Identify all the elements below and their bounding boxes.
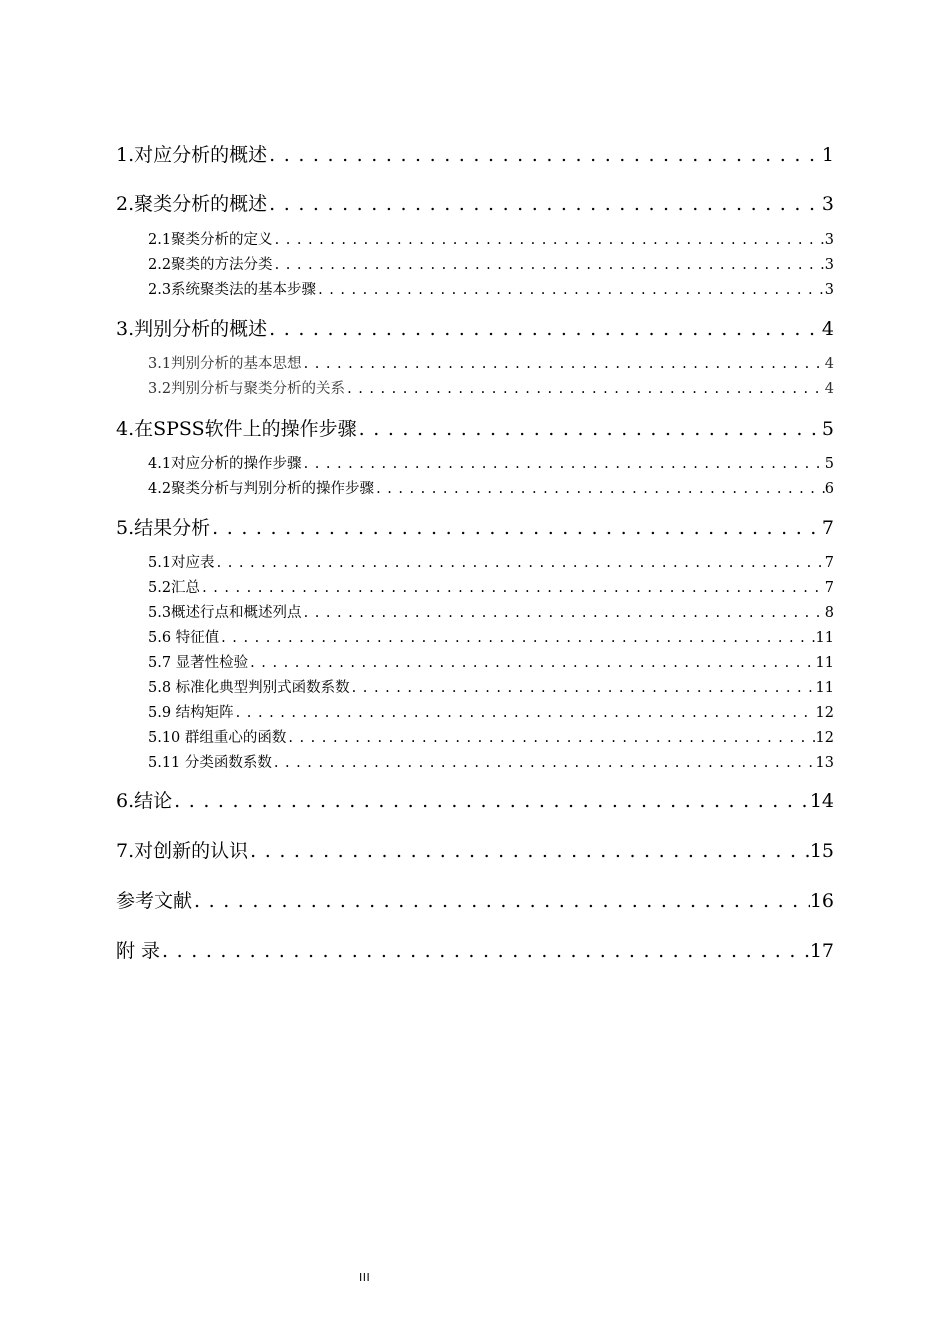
toc-entry-page: 17	[809, 940, 834, 962]
toc-entry-page: 5	[824, 456, 834, 472]
toc-entry[interactable]	[116, 836, 834, 863]
toc-entry-title: 2.聚类分析的概述	[116, 193, 268, 215]
toc-entry[interactable]	[116, 936, 834, 963]
toc-entry-page: 14	[809, 790, 834, 812]
toc-entry-title: 参考文献	[116, 890, 193, 912]
toc-entry[interactable]	[148, 626, 834, 647]
toc-entry[interactable]	[148, 377, 834, 398]
toc-entry-page: 6	[824, 481, 834, 497]
toc-entry-page: 1	[821, 144, 834, 166]
toc-dot-leader	[267, 318, 822, 340]
toc-entry-page: 3	[821, 193, 834, 215]
toc-entry-title: 5.1对应表	[148, 555, 215, 571]
toc-dot-leader	[219, 630, 815, 646]
toc-entry-title: 3.2判别分析与聚类分析的关系	[148, 381, 346, 397]
toc-entry[interactable]	[148, 228, 834, 249]
toc-entry-page: 13	[815, 755, 834, 771]
toc-entry-title: 6.结论	[116, 790, 173, 812]
toc-entry-title: 4.在SPSS软件上的操作步骤	[116, 418, 357, 440]
toc-entry-title: 2.3系统聚类法的基本步骤	[148, 282, 317, 298]
toc-entry-page: 4	[824, 381, 834, 397]
toc-dot-leader	[345, 381, 825, 397]
toc-entry-page: 7	[821, 517, 834, 539]
toc-entry[interactable]	[148, 651, 834, 672]
toc-entry[interactable]	[116, 189, 834, 216]
toc-entry[interactable]	[116, 513, 834, 540]
toc-dot-leader	[248, 655, 815, 671]
toc-entry-title: 4.2聚类分析与判别分析的操作步骤	[148, 481, 375, 497]
toc-entry[interactable]	[148, 676, 834, 697]
toc-entry-page: 8	[824, 605, 834, 621]
toc-entry-page: 11	[815, 680, 834, 696]
toc-dot-leader	[267, 193, 822, 215]
toc-entry-page: 15	[809, 840, 834, 862]
toc-entry-title: 5.2汇总	[148, 580, 201, 596]
toc-dot-leader	[302, 605, 825, 621]
toc-dot-leader	[200, 580, 825, 596]
toc-entry[interactable]	[148, 352, 834, 373]
toc-entry[interactable]	[148, 726, 834, 747]
toc-entry-title: 2.1聚类分析的定义	[148, 232, 273, 248]
toc-dot-leader	[215, 555, 825, 571]
toc-entry-page: 7	[824, 555, 834, 571]
toc-entry[interactable]	[148, 701, 834, 722]
toc-dot-leader	[234, 705, 816, 721]
toc-entry-title: 5.7 显著性检验	[148, 655, 249, 671]
toc-entry-page: 4	[821, 318, 834, 340]
toc-entry[interactable]	[148, 253, 834, 274]
toc-entry-title: 5.6 特征值	[148, 630, 220, 646]
toc-dot-leader	[192, 890, 810, 912]
toc-entry-title: 5.结果分析	[116, 517, 211, 539]
toc-entry-page: 5	[821, 418, 834, 440]
toc-entry-page: 11	[815, 630, 834, 646]
toc-dot-leader	[172, 790, 810, 812]
toc-dot-leader	[350, 680, 816, 696]
toc-dot-leader	[302, 356, 825, 372]
toc-dot-leader	[302, 456, 825, 472]
toc-entry[interactable]	[116, 314, 834, 341]
toc-entry-title: 2.2聚类的方法分类	[148, 257, 273, 273]
toc-entry-page: 3	[824, 232, 834, 248]
toc-dot-leader	[160, 940, 810, 962]
toc-entry-title: 3.判别分析的概述	[116, 318, 268, 340]
toc-entry[interactable]	[116, 886, 834, 913]
toc-entry[interactable]	[148, 278, 834, 299]
toc-dot-leader	[374, 481, 825, 497]
toc-entry-page: 11	[815, 655, 834, 671]
toc-dot-leader	[210, 517, 822, 539]
toc-entry-page: 3	[824, 257, 834, 273]
toc-entry[interactable]	[116, 786, 834, 813]
toc-entry[interactable]	[148, 576, 834, 597]
toc-entry-page: 7	[824, 580, 834, 596]
page-number: III	[359, 1271, 371, 1284]
toc-dot-leader	[248, 840, 810, 862]
toc-entry[interactable]	[148, 477, 834, 498]
toc-entry[interactable]	[116, 414, 834, 441]
toc-dot-leader	[357, 418, 822, 440]
toc-entry-title: 5.8 标准化典型判别式函数系数	[148, 680, 350, 696]
toc-dot-leader	[273, 232, 825, 248]
toc-entry-page: 12	[815, 705, 834, 721]
toc-dot-leader	[272, 755, 816, 771]
toc-entry-page: 3	[824, 282, 834, 298]
toc-entry[interactable]	[116, 140, 834, 167]
toc-entry-title: 4.1对应分析的操作步骤	[148, 456, 302, 472]
toc-entry-title: 3.1判别分析的基本思想	[148, 356, 302, 372]
toc-entry-page: 12	[815, 730, 834, 746]
toc-entry-title: 5.9 结构矩阵	[148, 705, 234, 721]
toc-dot-leader	[286, 730, 815, 746]
toc-entry-title: 附 录	[116, 940, 161, 962]
toc-dot-leader	[267, 144, 822, 166]
toc-entry[interactable]	[148, 751, 834, 772]
toc-dot-leader	[273, 257, 825, 273]
toc-entry-title: 5.10 群组重心的函数	[148, 730, 287, 746]
toc-entry[interactable]	[148, 551, 834, 572]
toc-entry-title: 7.对创新的认识	[116, 840, 249, 862]
toc-entry[interactable]	[148, 452, 834, 473]
toc-entry-page: 16	[809, 890, 834, 912]
toc-entry-title: 5.3概述行点和概述列点	[148, 605, 302, 621]
toc-entry-page: 4	[824, 356, 834, 372]
toc-entry-title: 5.11 分类函数系数	[148, 755, 272, 771]
toc-entry[interactable]	[148, 601, 834, 622]
toc-dot-leader	[316, 282, 825, 298]
toc-entry-title: 1.对应分析的概述	[116, 144, 268, 166]
